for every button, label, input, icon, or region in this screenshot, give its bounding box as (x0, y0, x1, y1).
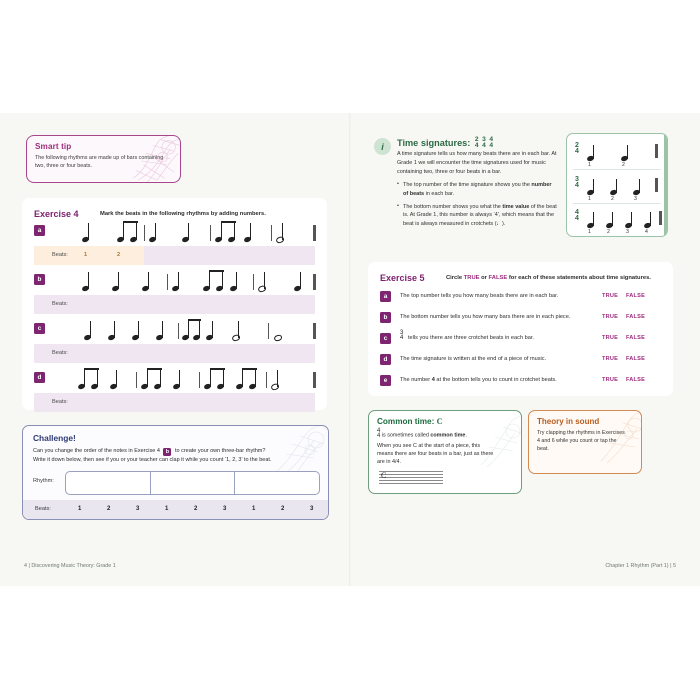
exercise-5-false-e[interactable]: FALSE (626, 377, 646, 383)
exercise-5-letter-d: d (380, 354, 391, 365)
ex5-instruction-pre: Circle (446, 275, 464, 281)
exercise-5-true-b[interactable]: TRUE (602, 314, 619, 320)
exercise-5-false-d[interactable]: FALSE (626, 356, 646, 362)
rhythm-label: Rhythm: (33, 478, 54, 484)
notation-row-c (60, 318, 318, 340)
common-time-mini-stave (379, 471, 443, 484)
time-signature-glyph-2-4: 2 4 (474, 136, 479, 149)
time-signatures-bullet-2 (397, 203, 557, 230)
example-sig-2-4: 2 4 (575, 142, 579, 156)
time-signature-examples-box (566, 133, 668, 237)
footer-right: Chapter 1 Rhythm (Part 1) | 5 (605, 563, 676, 569)
theory-in-sound-body: Try clapping the rhythms in Exercises 4 and 6 while you count or tap the beat. (537, 430, 625, 453)
challenge-title: Challenge! (33, 433, 76, 443)
challenge-beat-6: 3 (223, 505, 227, 512)
bullet-1-post: in each bar. (424, 190, 455, 197)
challenge-line1-pre: Can you change the order of the notes in Exercise 4 (33, 448, 160, 454)
bullet-1-bold: number of beats (403, 181, 552, 197)
exercise-4-row-letter-b: b (34, 274, 45, 285)
footer-left: 4 | Discovering Music Theory: Grade 1 (24, 563, 116, 569)
beats-label-d: Beats: (52, 399, 68, 405)
time-signature-glyph-4-4: 4 4 (489, 136, 494, 149)
q-e-bold: 4 (431, 377, 435, 383)
page-gutter (349, 113, 351, 586)
notation-row-d (60, 367, 318, 389)
mini-stave-common-time-symbol: C (381, 471, 387, 480)
example-beat-2-4-2: 2 (622, 162, 625, 168)
beats-label-b: Beats: (52, 301, 68, 307)
example-sig-3-4: 3 4 (575, 176, 579, 190)
exercise-5-false-c[interactable]: FALSE (626, 335, 646, 341)
exercise-4-title: Exercise 4 (34, 209, 79, 219)
exercise-5-letter-a: a (380, 291, 391, 302)
time-signatures-title-text: Time signatures: (397, 137, 471, 148)
ex5-false-word: FALSE (488, 275, 508, 281)
time-signature-glyph-3-4: 3 4 (482, 136, 486, 149)
beats-bar-c[interactable] (34, 344, 315, 363)
common-time-l1-pre: is sometimes called (381, 432, 431, 439)
exercise-5-question-b: The bottom number tells you how many bars there are in each piece. (400, 314, 571, 320)
challenge-line-2: Write it down below, then see if you or your teacher can clap it while you count ‘1, 2, 3’ to the beat. (33, 456, 272, 463)
example-beat-2-4-1: 1 (588, 162, 591, 168)
exercise-5-title: Exercise 5 (380, 273, 425, 283)
common-time-body: When you see C at the start of a piece, this means there are four beats in a bar, just as there are in 4/4. (377, 442, 494, 466)
example-row-3-4 (567, 170, 667, 204)
beats-bar-b[interactable] (34, 295, 315, 314)
example-sig-4-4: 4 4 (575, 209, 579, 223)
bullet-1-pre: The top number of the time signature shows you the (403, 181, 532, 188)
info-icon: i (374, 138, 391, 155)
exercise-4-row-letter-d: d (34, 372, 45, 383)
exercise-5-true-a[interactable]: TRUE (602, 293, 619, 299)
example-beat-4-4-1: 1 (588, 229, 591, 235)
beat-number-a-2: 2 (117, 252, 121, 258)
challenge-line1-post: to create your own three-bar rhythm? (174, 448, 266, 454)
exercise-4-row-letter-c: c (34, 323, 45, 334)
exercise-5-sig-glyph-c: 3 4 (400, 330, 404, 342)
beats-label-c: Beats: (52, 350, 68, 356)
bullet-2-pre: The bottom number shows you what the (403, 203, 503, 210)
smart-tip-body: The following rhythms are made up of bars containing two, three or four beats. (35, 155, 164, 170)
exercise-5-question-d: The time signature is written at the end of a piece of music. (400, 356, 547, 362)
theory-in-sound-card (528, 410, 642, 474)
challenge-badge-b: b (163, 448, 171, 456)
challenge-beats-label: Beats: (35, 506, 51, 512)
ex5-true-word: TRUE (463, 275, 480, 281)
common-time-title-text: Common time: (377, 417, 435, 426)
exercise-5-letter-e: e (380, 375, 391, 386)
exercise-4-instruction: Mark the beats in the following rhythms by adding numbers. (100, 211, 266, 217)
exercise-4-panel (22, 198, 327, 410)
exercise-5-letter-c: c (380, 333, 391, 344)
exercise-5-question-a: The top number tells you how many beats there are in each bar. (400, 293, 559, 299)
example-beat-3-4-3: 3 (634, 196, 637, 202)
challenge-beat-2: 2 (107, 505, 111, 512)
challenge-beat-9: 3 (310, 505, 314, 512)
challenge-beats-bar[interactable] (23, 500, 328, 519)
smart-tip-card (26, 135, 181, 183)
exercise-5-true-e[interactable]: TRUE (602, 377, 619, 383)
time-signatures-paragraph: A time signature tells us how many beats there are in each bar. At Grade 1 we will encounter the time signatures used for music containing two, three or four beats in a bar. (397, 151, 557, 175)
example-row-4-4 (567, 204, 667, 237)
common-time-sig-glyph: 4 4 (377, 428, 381, 440)
decorative-flourish-icon (599, 410, 642, 465)
beats-bar-d[interactable] (34, 393, 315, 412)
bullet-2-post: of the beat is. At Grade 1, this number is always ‘4’, which means that the beat is always measured in crotchets (♩). (403, 203, 557, 228)
beat-number-a-1: 1 (84, 252, 88, 258)
theory-in-sound-title: Theory in sound (537, 417, 600, 426)
challenge-beat-3: 3 (136, 505, 140, 512)
example-beat-3-4-1: 1 (588, 196, 591, 202)
common-time-l1-bold: common time (430, 432, 466, 439)
exercise-5-true-c[interactable]: TRUE (602, 335, 619, 341)
ex5-instruction-post: for each of these statements about time signatures. (507, 275, 651, 281)
exercise-5-letter-b: b (380, 312, 391, 323)
exercise-5-false-a[interactable]: FALSE (626, 293, 646, 299)
ex5-instruction-mid: or (479, 275, 489, 281)
rhythm-input-box[interactable] (65, 471, 320, 495)
time-signatures-body (397, 150, 557, 233)
beats-label-a: Beats: (52, 252, 68, 258)
exercise-5-instruction (446, 275, 661, 281)
example-beat-4-4-2: 2 (607, 229, 610, 235)
exercise-4-row-letter-a: a (34, 225, 45, 236)
common-time-card (368, 410, 522, 494)
exercise-5-true-d[interactable]: TRUE (602, 356, 619, 362)
notation-row-b (60, 269, 318, 291)
exercise-5-question-c: tells you there are three crotchet beats in each bar. (408, 335, 534, 341)
exercise-5-question-e (400, 377, 557, 383)
smart-tip-title: Smart tip (35, 142, 72, 151)
bullet-2-bold: time value (502, 203, 530, 210)
time-signatures-bullets (397, 181, 557, 230)
challenge-card (22, 425, 329, 520)
q-e-post: at the bottom tells you to count in crotchet beats. (434, 377, 557, 383)
example-beat-4-4-3: 3 (626, 229, 629, 235)
exercise-5-false-b[interactable]: FALSE (626, 314, 646, 320)
challenge-beat-8: 2 (281, 505, 285, 512)
notation-row-a (60, 220, 318, 242)
challenge-beat-5: 2 (194, 505, 198, 512)
decorative-flourish-icon (479, 413, 522, 469)
example-row-2-4 (567, 136, 667, 170)
common-time-l1-post: . (465, 432, 467, 439)
exercise-5-panel (368, 262, 673, 396)
example-beat-3-4-2: 2 (611, 196, 614, 202)
example-beat-4-4-4: 4 (645, 229, 648, 235)
challenge-beat-7: 1 (252, 505, 256, 512)
beats-bar-a[interactable] (34, 246, 315, 265)
rhythm-entry-row (33, 471, 318, 493)
decorative-flourish-icon (128, 135, 181, 183)
time-signatures-bullet-1 (397, 181, 557, 199)
challenge-beat-1: 1 (78, 505, 82, 512)
time-signatures-title (397, 137, 493, 149)
challenge-beat-4: 1 (165, 505, 169, 512)
q-e-pre: The number (400, 377, 432, 383)
common-time-symbol: C (436, 417, 443, 426)
